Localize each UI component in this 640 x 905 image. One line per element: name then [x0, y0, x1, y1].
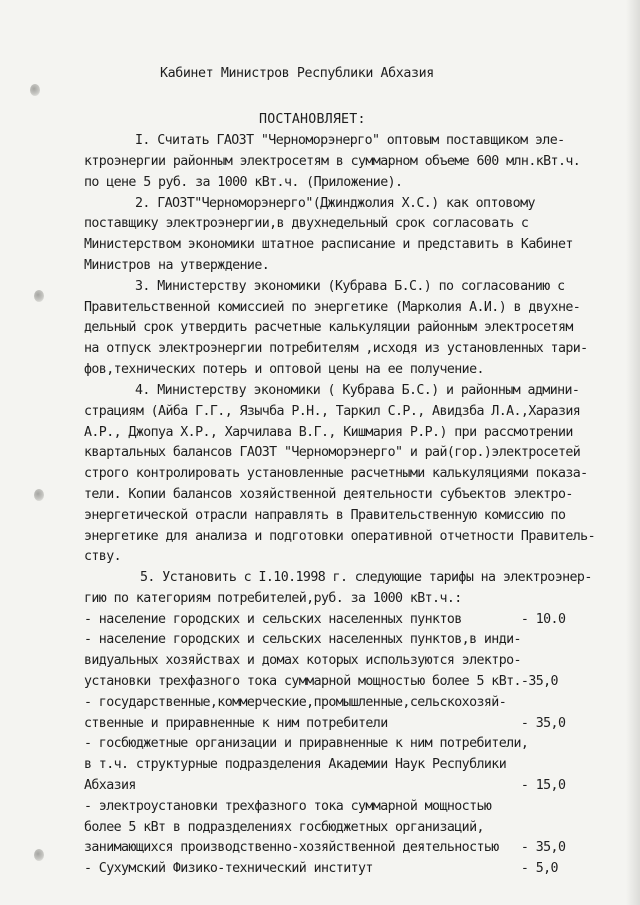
item-3-line-1: 3. Министерству экономики (Кубрава Б.С.) по согласованию с — [135, 279, 565, 294]
punch-hole-mark — [34, 849, 44, 861]
item-2-line-1: 2. ГАОЗТ"Черноморэнерго"(Джинджолия Х.С.) как оптовому — [135, 196, 535, 211]
punch-hole-mark — [30, 84, 40, 96]
item-4-line-3: А.Р., Джопуа Х.Р., Харчилава В.Г., Кишмария Р.Р.) при рассмотрении — [84, 425, 573, 440]
item-4-line-5: строго контролировать установленные расчетными калькуляциями показа- — [84, 466, 588, 481]
tariff-line-1: - население городских и сельских населенных пунктов - 10.0 — [84, 612, 566, 627]
item-1-line-3: по цене 5 руб. за 1000 кВт.ч. (Приложение). — [84, 175, 403, 190]
tariff-line-6: ственные и приравненные к ним потребители - 35,0 — [84, 716, 566, 731]
tariff-line-3: видуальных хозяйствах и домах которых используются электро- — [84, 653, 521, 668]
document-title: Кабинет Министров Республики Абхазия — [160, 66, 434, 81]
punch-hole-mark — [34, 489, 44, 501]
tariff-line-11: более 5 кВт в подразделениях госбюджетных организаций, — [84, 820, 484, 835]
item-4-line-8: энергетике для анализа и подготовки оперативной отчетности Правитель- — [84, 529, 595, 544]
tariff-line-4: установки трехфазного тока суммарной мощностью более 5 кВт.-35,0 — [84, 674, 558, 689]
item-3-line-4: на отпуск электроэнергии потребителям ,исходя из установленных тари- — [84, 341, 588, 356]
tariff-line-8: в т.ч. структурные подразделения Академии Наук Республики — [84, 757, 507, 772]
item-4-line-7: энергетической отрасли направлять в Правительственную комиссию по — [84, 508, 566, 523]
item-1-line-2: ктроэнергии районным электросетям в суммарном объеме 600 млн.кВт.ч. — [84, 154, 581, 169]
punch-hole-mark — [34, 290, 44, 302]
item-5-line-2: гию по категориям потребителей,руб. за 1000 кВт.ч.: — [84, 591, 462, 606]
item-4-line-4: квартальных балансов ГАОЗТ "Черноморэнерго" и рай(гор.)электросетей — [84, 445, 581, 460]
tariff-line-7: - госбюджетные организации и приравненные к ним потребители, — [84, 736, 529, 751]
tariff-line-9: Абхазия - 15,0 — [84, 778, 566, 793]
item-2-line-2: поставщику электроэнергии,в двухнедельный срок согласовать с — [84, 216, 529, 231]
item-1-line-1: I. Считать ГАОЗТ "Черноморэнерго" оптовым поставщиком эле- — [135, 133, 565, 148]
item-5-line-1: 5. Установить с I.10.1998 г. следующие тарифы на электроэнер- — [140, 570, 592, 585]
tariff-line-2: - население городских и сельских населенных пунктов,в инди- — [84, 632, 521, 647]
item-4-line-1: 4. Министерству экономики ( Кубрава Б.С.) и районным админи- — [135, 383, 580, 398]
tariff-line-12: занимающихся производственно-хозяйственной деятельностью - 35,0 — [84, 840, 566, 855]
document-heading: ПОСТАНОВЛЯЕТ: — [259, 112, 366, 127]
item-2-line-3: Министерством экономики штатное расписание и представить в Кабинет — [84, 237, 573, 252]
item-3-line-5: фов,технических потерь и оптовой цены на ее получение. — [84, 362, 484, 377]
tariff-line-5: - государственные,коммерческие,промышленные,сельскохозяй- — [84, 695, 507, 710]
tariff-line-13: - Сухумский Физико-технический институт - 5,0 — [84, 861, 558, 876]
item-3-line-2: Правительственной комиссией по энергетике (Марколия А.И.) в двухне- — [84, 300, 581, 315]
scan-edge-shadow — [626, 0, 640, 905]
item-4-line-6: тели. Копии балансов хозяйственной деятельности субъектов электро- — [84, 487, 573, 502]
item-4-line-2: страциям (Айба Г.Г., Язычба Р.Н., Таркил С.Р., Авидзба Л.А.,Харазия — [84, 404, 581, 419]
item-3-line-3: дельный срок утвердить расчетные калькуляции районным электросетям — [84, 320, 573, 335]
item-4-line-9: ству. — [84, 549, 122, 564]
item-2-line-4: Министров на утверждение. — [84, 258, 270, 273]
tariff-line-10: - электроустановки трехфазного тока суммарной мощностью — [84, 799, 492, 814]
